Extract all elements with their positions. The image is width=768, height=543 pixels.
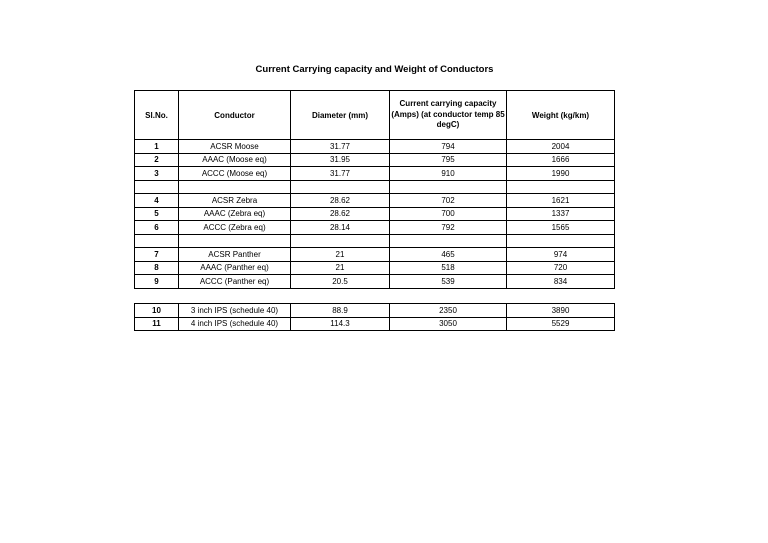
header-weight: Weight (kg/km) [507, 91, 615, 140]
header-capacity: Current carrying capacity (Amps) (at conductor temp 85 degC) [390, 91, 507, 140]
cell-diameter: 28.14 [291, 221, 390, 235]
cell-weight: 1565 [507, 221, 615, 235]
cell-weight: 720 [507, 261, 615, 275]
cell-conductor: 3 inch IPS (schedule 40) [179, 304, 291, 318]
cell-diameter [291, 180, 390, 194]
cell-diameter: 21 [291, 248, 390, 262]
cell-slno [135, 180, 179, 194]
cell-diameter: 31.95 [291, 153, 390, 167]
cell-slno: 6 [135, 221, 179, 235]
cell-conductor [179, 234, 291, 248]
cell-slno: 9 [135, 275, 179, 289]
cell-conductor: 4 inch IPS (schedule 40) [179, 317, 291, 331]
cell-diameter: 21 [291, 261, 390, 275]
cell-capacity: 794 [390, 140, 507, 154]
cell-conductor: AAAC (Moose eq) [179, 153, 291, 167]
cell-diameter: 31.77 [291, 140, 390, 154]
cell-slno: 5 [135, 207, 179, 221]
cell-capacity: 700 [390, 207, 507, 221]
cell-conductor: ACSR Panther [179, 248, 291, 262]
conductor-table [134, 90, 615, 289]
cell-conductor: AAAC (Zebra eq) [179, 207, 291, 221]
table-row [135, 153, 615, 167]
cell-slno: 4 [135, 194, 179, 208]
pipe-table [134, 303, 615, 331]
cell-diameter: 31.77 [291, 167, 390, 181]
cell-weight: 1990 [507, 167, 615, 181]
cell-capacity: 2350 [390, 304, 507, 318]
cell-diameter: 20.5 [291, 275, 390, 289]
cell-slno: 2 [135, 153, 179, 167]
table-header-row [135, 91, 615, 140]
cell-weight: 834 [507, 275, 615, 289]
cell-capacity: 539 [390, 275, 507, 289]
cell-capacity: 795 [390, 153, 507, 167]
cell-diameter [291, 234, 390, 248]
cell-capacity: 465 [390, 248, 507, 262]
cell-capacity: 910 [390, 167, 507, 181]
cell-conductor: ACCC (Moose eq) [179, 167, 291, 181]
cell-conductor: ACCC (Zebra eq) [179, 221, 291, 235]
table-row [135, 317, 615, 331]
cell-capacity [390, 180, 507, 194]
cell-capacity: 792 [390, 221, 507, 235]
table-row [135, 207, 615, 221]
cell-capacity: 518 [390, 261, 507, 275]
table-row [135, 180, 615, 194]
cell-conductor [179, 180, 291, 194]
table-row [135, 275, 615, 289]
table-row [135, 194, 615, 208]
cell-weight: 1666 [507, 153, 615, 167]
cell-conductor: AAAC (Panther eq) [179, 261, 291, 275]
cell-weight: 5529 [507, 317, 615, 331]
cell-conductor: ACCC (Panther eq) [179, 275, 291, 289]
table-row [135, 221, 615, 235]
cell-capacity [390, 234, 507, 248]
cell-capacity: 702 [390, 194, 507, 208]
cell-diameter: 28.62 [291, 194, 390, 208]
cell-slno: 3 [135, 167, 179, 181]
table-row [135, 167, 615, 181]
document-title: Current Carrying capacity and Weight of Conductors [255, 64, 494, 75]
header-conductor: Conductor [179, 91, 291, 140]
table-row [135, 234, 615, 248]
cell-weight [507, 234, 615, 248]
cell-slno: 8 [135, 261, 179, 275]
cell-diameter: 28.62 [291, 207, 390, 221]
cell-capacity: 3050 [390, 317, 507, 331]
table-row [135, 248, 615, 262]
cell-weight: 1337 [507, 207, 615, 221]
cell-weight [507, 180, 615, 194]
cell-conductor: ACSR Moose [179, 140, 291, 154]
cell-slno: 10 [135, 304, 179, 318]
cell-conductor: ACSR Zebra [179, 194, 291, 208]
table-row [135, 140, 615, 154]
cell-weight: 3890 [507, 304, 615, 318]
cell-slno [135, 234, 179, 248]
cell-slno: 11 [135, 317, 179, 331]
cell-slno: 1 [135, 140, 179, 154]
cell-diameter: 114.3 [291, 317, 390, 331]
header-diameter: Diameter (mm) [291, 91, 390, 140]
cell-slno: 7 [135, 248, 179, 262]
cell-weight: 2004 [507, 140, 615, 154]
table-row [135, 304, 615, 318]
cell-weight: 974 [507, 248, 615, 262]
table-row [135, 261, 615, 275]
cell-diameter: 88.9 [291, 304, 390, 318]
cell-weight: 1621 [507, 194, 615, 208]
header-slno: Sl.No. [135, 91, 179, 140]
